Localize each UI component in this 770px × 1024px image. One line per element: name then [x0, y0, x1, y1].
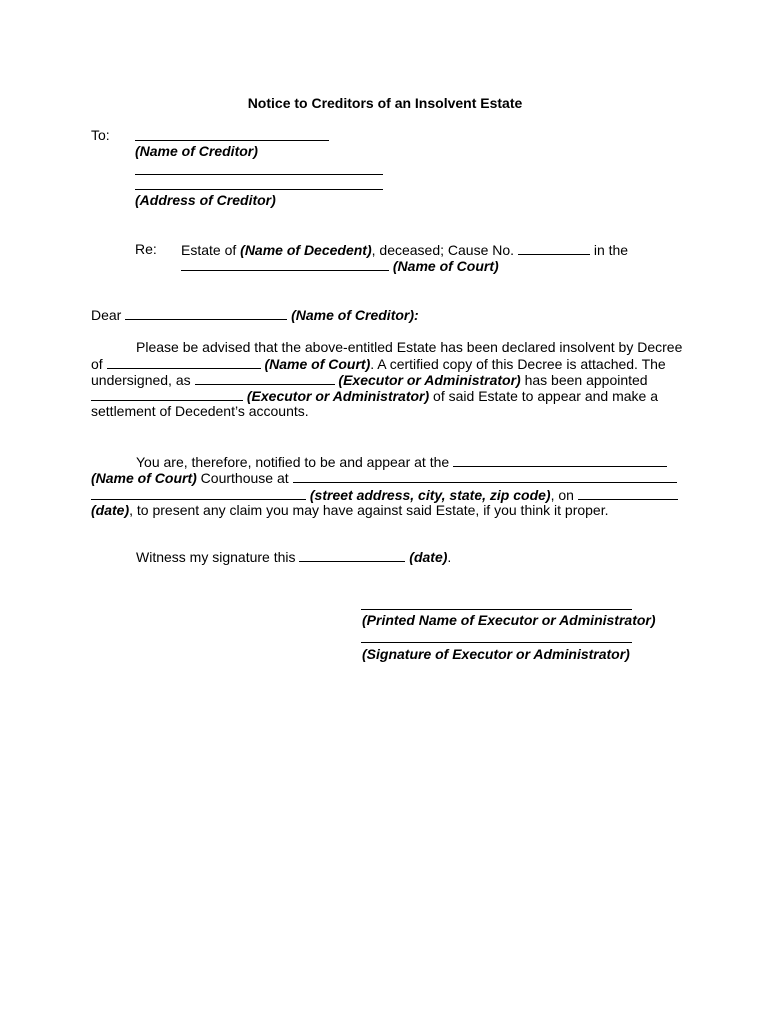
paragraph1-court-label: (Name of Court) [264, 356, 371, 372]
of-said-estate-text: of said Estate to appear and make a [429, 388, 658, 404]
witness-date-blank[interactable] [299, 548, 405, 562]
on-text: , on [550, 487, 578, 503]
paragraph1-line1: Please be advised that the above-entitled Estate has been declared insolvent by Decree [136, 339, 683, 355]
certified-copy-text: . A certified copy of this Decree is attached. The [370, 356, 666, 372]
of-text: of [91, 356, 107, 372]
salutation-colon: : [414, 307, 419, 323]
address-of-creditor-label: (Address of Creditor) [135, 192, 276, 208]
paragraph1-line2 [91, 355, 666, 372]
present-claim-text: , to present any claim you may have against said Estate, if you think it proper. [129, 502, 609, 518]
executor-admin-label-2: (Executor or Administrator) [246, 388, 430, 404]
printed-name-label: (Printed Name of Executor or Administrator) [362, 612, 656, 628]
document-title: Notice to Creditors of an Insolvent Estate [247, 95, 523, 111]
court-name-blank[interactable] [181, 257, 389, 271]
paragraph2-court-label: (Name of Court) [91, 470, 197, 486]
salutation [91, 306, 419, 323]
creditor-address-blank-2[interactable] [135, 189, 383, 190]
paragraph1-line5: settlement of Decedent’s accounts. [91, 403, 309, 419]
date-label: (date) [91, 502, 130, 518]
estate-of-text: Estate of [181, 242, 241, 258]
street-address-label: (street address, city, state, zip code) [309, 487, 551, 503]
witness-line [136, 548, 451, 565]
decree-court-blank[interactable] [107, 355, 261, 369]
salutation-creditor-blank[interactable] [125, 306, 287, 320]
undersigned-text: undersigned, as [91, 372, 195, 388]
printed-name-blank[interactable] [361, 609, 632, 610]
name-of-creditor-label: (Name of Creditor) [135, 143, 258, 159]
re-line-2 [181, 257, 499, 274]
re-label: Re: [135, 241, 157, 257]
name-of-court-label: (Name of Court) [392, 258, 499, 274]
appearance-court-blank[interactable] [453, 453, 667, 467]
signature-label: (Signature of Executor or Administrator) [362, 646, 630, 662]
dear-text: Dear [91, 307, 126, 323]
salutation-creditor-label: (Name of Creditor) [291, 307, 415, 323]
creditor-address-blank-1[interactable] [135, 174, 383, 175]
signature-blank[interactable] [361, 642, 632, 643]
re-line-1 [181, 241, 628, 258]
has-been-appointed-text: has been appointed [520, 372, 648, 388]
courthouse-address-blank[interactable] [293, 469, 677, 483]
cause-no-text: , deceased; Cause No. [371, 242, 518, 258]
to-label: To: [91, 127, 110, 143]
paragraph2-line2 [91, 469, 677, 486]
paragraph1-line3 [91, 371, 648, 388]
paragraph2-line3 [91, 486, 678, 503]
cause-number-blank[interactable] [518, 241, 590, 255]
in-the-text: in the [589, 242, 629, 258]
paragraph2-line1 [136, 453, 667, 470]
creditor-name-blank[interactable] [135, 140, 329, 141]
undersigned-role-blank[interactable] [195, 371, 335, 385]
notified-text: You are, therefore, notified to be and appear at the [136, 454, 454, 470]
witness-date-label: (date) [409, 549, 448, 565]
witness-period: . [447, 549, 452, 565]
witness-text: Witness my signature this [136, 549, 300, 565]
appearance-date-blank[interactable] [578, 486, 678, 500]
appointed-role-blank[interactable] [91, 387, 243, 401]
street-address-blank[interactable] [91, 486, 306, 500]
name-of-decedent-label: (Name of Decedent) [240, 242, 372, 258]
paragraph2-line4 [91, 502, 609, 518]
paragraph1-line4 [91, 387, 658, 404]
executor-admin-label: (Executor or Administrator) [338, 372, 521, 388]
courthouse-at-text: Courthouse at [196, 470, 293, 486]
